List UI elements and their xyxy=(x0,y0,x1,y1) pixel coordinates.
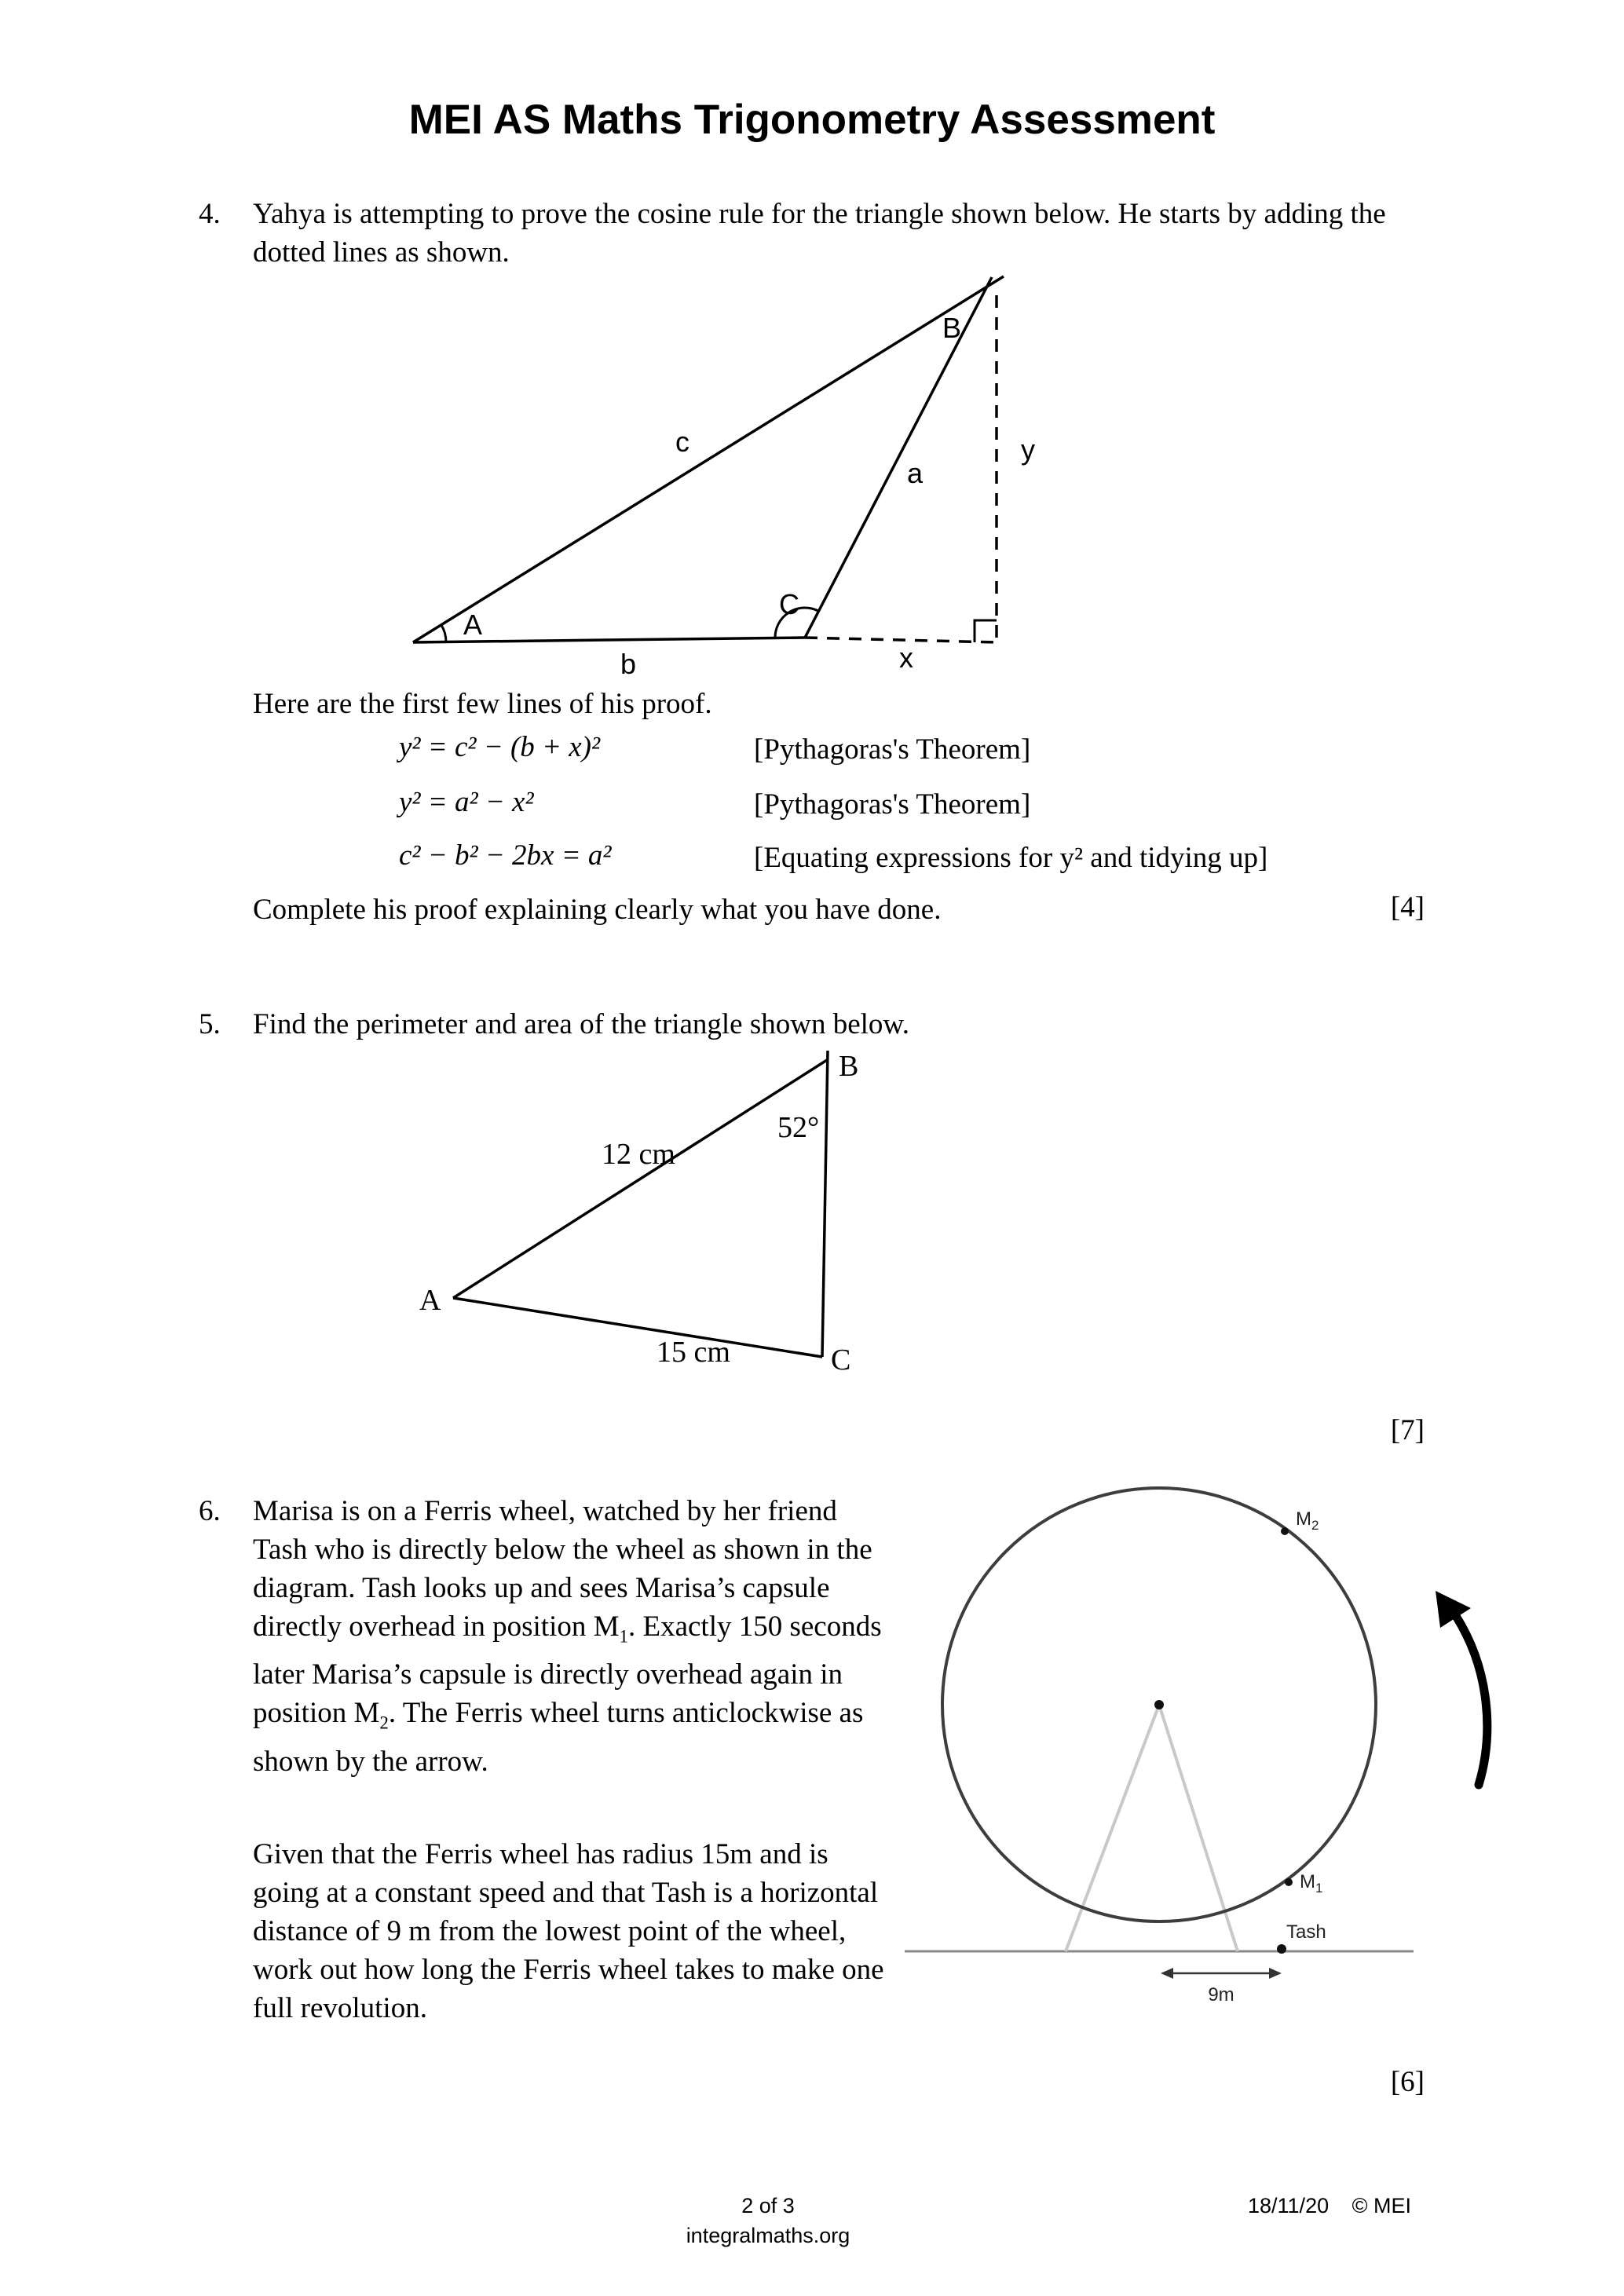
q5-prompt: Find the perimeter and area of the triangle shown below. xyxy=(253,1008,909,1040)
q6-number: 6. xyxy=(199,1495,221,1527)
wheel-center-dot xyxy=(1154,1700,1164,1709)
q4-seg-y-label: y xyxy=(1021,433,1035,466)
q4-marks: [4] xyxy=(1390,891,1425,923)
q4-right-angle-marker xyxy=(975,620,997,642)
q5-vertex-A-label: A xyxy=(419,1284,441,1317)
footer-right xyxy=(1248,2191,1411,2221)
q4-proof-line-2-math: y² = a² − x² xyxy=(399,786,534,818)
q4-task: Complete his proof explaining clearly what you have done. xyxy=(253,894,942,926)
q6-m2-subscript: 2 xyxy=(379,1713,389,1733)
q6-m1-subscript: 1 xyxy=(619,1626,628,1647)
q4-side-b-label: b xyxy=(620,648,637,679)
q6-ferris-wheel-diagram xyxy=(887,1476,1547,2026)
q4-triangle-diagram xyxy=(393,275,1084,679)
distance-label: 9m xyxy=(1208,1984,1234,2005)
anticlockwise-arrow-head xyxy=(1436,1591,1471,1628)
m2-point xyxy=(1281,1527,1289,1535)
q4-side-c-label: c xyxy=(675,426,689,458)
q6-p1-text: Marisa is on a Ferris wheel, watched by her friend Tash who is directly below the wheel as shown in the diagram. Tash looks up and sees Marisa’s capsule directly overhead in position M xyxy=(253,1495,872,1643)
q4-side-a-line xyxy=(805,277,992,638)
q5-vertex-B-label: B xyxy=(839,1050,859,1083)
q5-number: 5. xyxy=(199,1008,221,1040)
distance-arrow-left-head xyxy=(1161,1968,1173,1979)
q5-triangle-diagram xyxy=(408,1044,911,1390)
q4-proof-line-3-reason: [Equating expressions for y² and tidying up] xyxy=(754,842,1268,874)
m1-label xyxy=(1300,1871,1322,1896)
q5-side-ab-line xyxy=(453,1060,827,1298)
q6-marks: [6] xyxy=(1390,2066,1425,2098)
page-title: MEI AS Maths Trigonometry Assessment xyxy=(408,97,1216,143)
distance-arrow-right-head xyxy=(1269,1968,1282,1979)
m1-point xyxy=(1285,1878,1293,1886)
wheel-left-leg xyxy=(1066,1705,1159,1951)
q6-paragraph-1 xyxy=(253,1492,891,1781)
q6-paragraph-2: Given that the Ferris wheel has radius 15m and is going at a constant speed and that Tash is a horizontal distance of 9 m from the lowest point of the wheel, work out how long the Ferris wheel takes to make one full revolution. xyxy=(253,1838,884,2024)
m1-label-sub: 1 xyxy=(1315,1881,1323,1896)
q4-number: 4. xyxy=(199,198,221,230)
q6-p1-text-3: . The Ferris wheel turns anticlockwise as shown by the arrow. xyxy=(253,1697,864,1778)
q4-proof-line-1-reason: [Pythagoras's Theorem] xyxy=(754,733,1031,766)
q5-marks: [7] xyxy=(1390,1414,1425,1446)
q4-side-a-label: a xyxy=(907,457,924,489)
footer-date: 18/11/20 xyxy=(1248,2194,1330,2217)
q5-side-ac-label: 15 cm xyxy=(657,1336,730,1369)
q4-vertex-A-label: A xyxy=(463,609,483,641)
q5-side-ac-line xyxy=(453,1298,822,1357)
q6-p1-text-2: . Exactly 150 seconds later Marisa’s capsule is directly overhead again in position M xyxy=(253,1610,882,1730)
q4-intro: Yahya is attempting to prove the cosine rule for the triangle shown below. He starts by adding the dotted lines as shown. xyxy=(253,198,1386,269)
q4-proof-line-1-math: y² = c² − (b + x)² xyxy=(399,731,601,763)
q4-angle-arc-A xyxy=(441,625,446,642)
m2-label-base: M xyxy=(1296,1508,1311,1530)
q4-proof-intro: Here are the first few lines of his proof. xyxy=(253,688,712,720)
tash-label: Tash xyxy=(1286,1921,1326,1943)
footer-page-number: 2 of 3 xyxy=(741,2194,795,2217)
m2-label-sub: 2 xyxy=(1311,1518,1319,1533)
q5-vertex-C-label: C xyxy=(831,1344,851,1377)
q5-side-bc-line xyxy=(822,1051,828,1357)
q4-vertex-C-label: C xyxy=(779,588,799,620)
q4-vertex-B-label: B xyxy=(942,312,962,344)
m1-label-base: M xyxy=(1300,1871,1315,1892)
q4-seg-x-label: x xyxy=(899,642,913,674)
q5-angle-B-label: 52° xyxy=(777,1111,820,1144)
m2-label xyxy=(1296,1508,1319,1533)
anticlockwise-arrow xyxy=(1456,1616,1487,1785)
wheel-right-leg xyxy=(1159,1705,1238,1951)
q4-proof-line-2-reason: [Pythagoras's Theorem] xyxy=(754,788,1031,821)
footer-copyright: © MEI xyxy=(1352,2194,1412,2217)
q4-proof-line-3-math: c² − b² − 2bx = a² xyxy=(399,839,612,872)
footer-site: integralmaths.org xyxy=(686,2224,850,2247)
footer-center xyxy=(532,2191,1004,2250)
q5-side-ab-label: 12 cm xyxy=(602,1138,675,1171)
tash-point xyxy=(1277,1944,1286,1954)
